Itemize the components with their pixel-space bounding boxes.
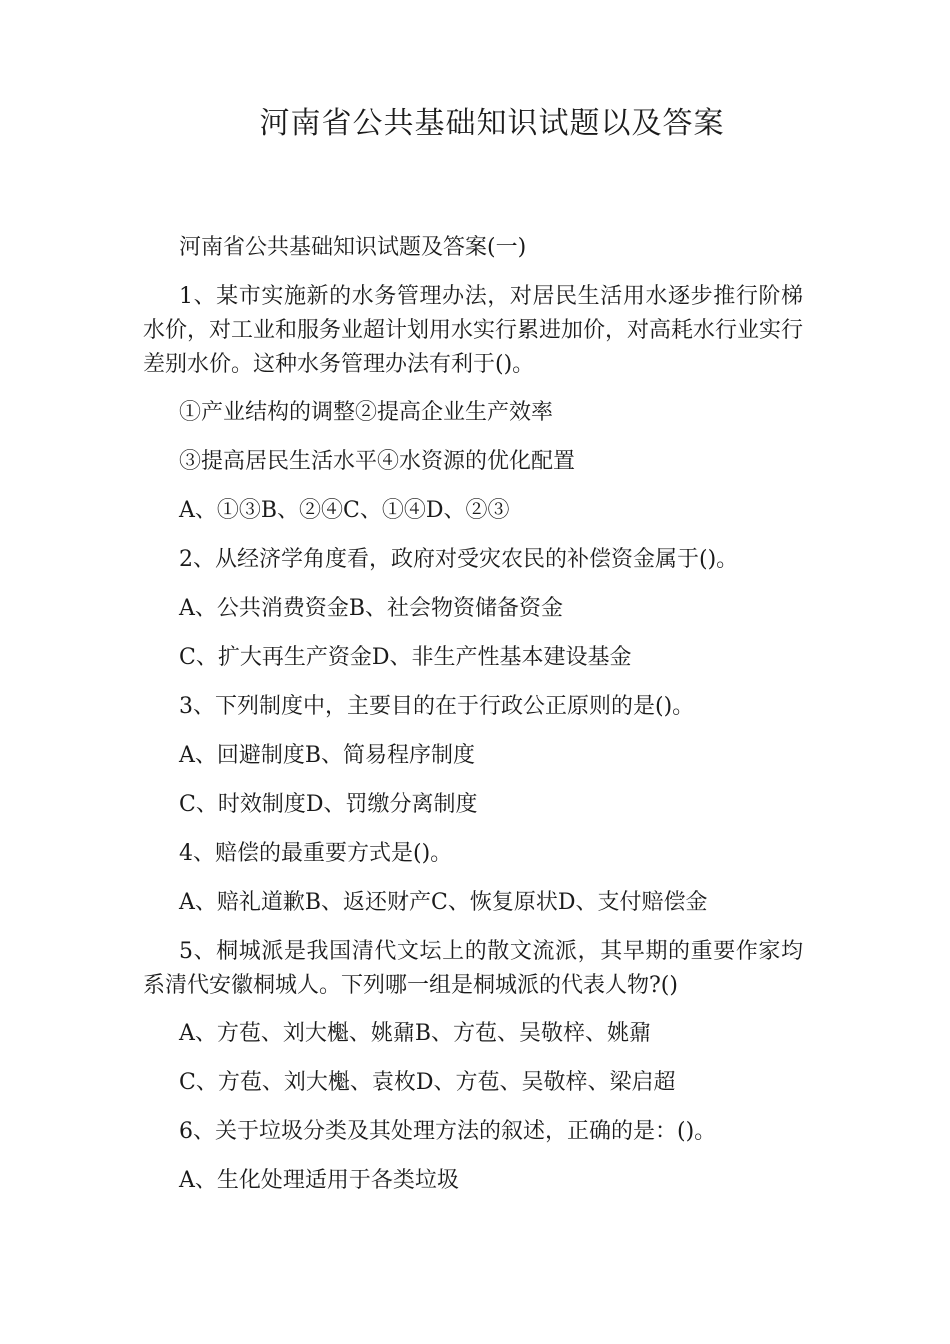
question-5-choices: C、方苞、刘大櫆、袁枚D、方苞、吴敬梓、梁启超	[179, 1070, 676, 1095]
question-4: 4、赔偿的最重要方式是()。	[179, 841, 453, 866]
section-heading: 河南省公共基础知识试题及答案(一)	[179, 235, 527, 260]
question-6-choices: A、生化处理适用于各类垃圾	[179, 1168, 459, 1193]
question-5-choices: A、方苞、刘大櫆、姚鼐B、方苞、吴敬梓、姚鼐	[179, 1021, 652, 1046]
document-body	[143, 231, 803, 1213]
question-6: 6、关于垃圾分类及其处理方法的叙述，正确的是：()。	[179, 1119, 717, 1144]
question-1-option-line: ①产业结构的调整②提高企业生产效率	[179, 400, 554, 425]
question-1-option-line: ③提高居民生活水平④水资源的优化配置	[179, 449, 576, 474]
question-1: 1、某市实施新的水务管理办法，对居民生活用水逐步推行阶梯水价，对工业和服务业超计划用水实行累进加价，对高耗水行业实行差别水价。这种水务管理办法有利于()。	[143, 284, 804, 377]
question-3-choices: A、回避制度B、简易程序制度	[179, 743, 476, 768]
question-3: 3、下列制度中，主要目的在于行政公正原则的是()。	[179, 694, 695, 719]
document-title: 河南省公共基础知识试题以及答案	[259, 106, 725, 141]
question-2-choices: C、扩大再生产资金D、非生产性基本建设基金	[179, 645, 632, 670]
question-3-choices: C、时效制度D、罚缴分离制度	[179, 792, 478, 817]
question-5: 5、桐城派是我国清代文坛上的散文流派，其早期的重要作家均系清代安徽桐城人。下列哪一组是桐城派的代表人物?()	[143, 939, 803, 998]
question-2: 2、从经济学角度看，政府对受灾农民的补偿资金属于()。	[179, 547, 739, 572]
question-2-choices: A、公共消费资金B、社会物资储备资金	[179, 596, 564, 621]
question-1-choices: A、①③B、②④C、①④D、②③	[179, 498, 510, 523]
question-4-choices: A、赔礼道歉B、返还财产C、恢复原状D、支付赔偿金	[179, 890, 708, 915]
